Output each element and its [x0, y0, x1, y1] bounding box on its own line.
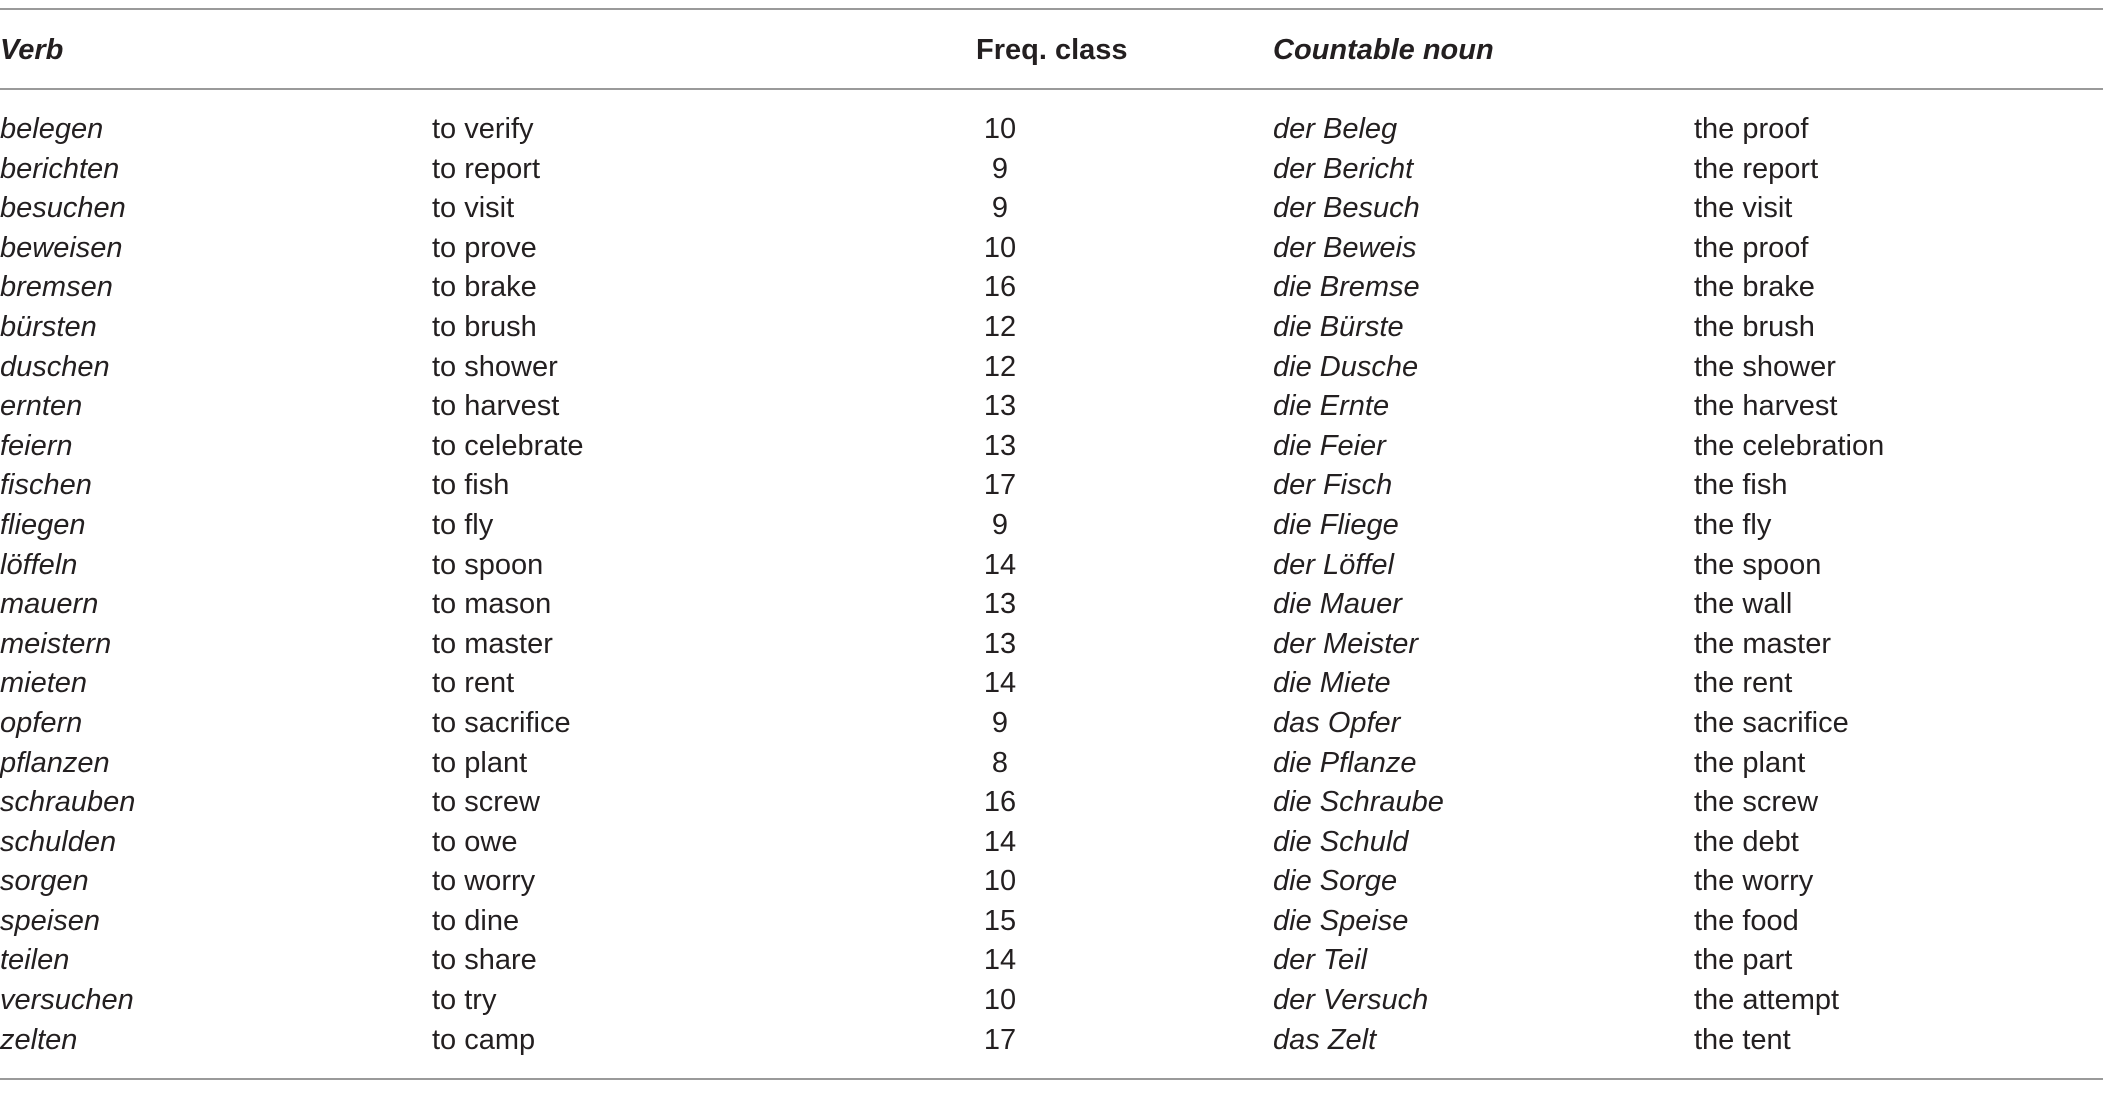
- noun-cell: die Pflanze: [1273, 746, 1417, 779]
- freq-class-cell: 12: [983, 310, 1017, 343]
- noun-cell: der Bericht: [1273, 152, 1414, 185]
- verb-translation-cell: to worry: [432, 865, 536, 898]
- noun-translation-cell: the wall: [1694, 588, 1793, 621]
- freq-class-cell: 8: [991, 746, 1009, 779]
- noun-translation-cell: the screw: [1694, 786, 1819, 819]
- verb-translation-cell: to try: [432, 984, 497, 1017]
- verb-translation-cell: to owe: [432, 825, 518, 858]
- verb-translation-cell: to sacrifice: [432, 706, 571, 739]
- verb-translation-cell: to share: [432, 944, 537, 977]
- verb-translation-cell: to verify: [432, 113, 534, 145]
- table-row: [0, 110, 2103, 150]
- freq-class-cell: 10: [983, 984, 1017, 1017]
- table-row: [0, 308, 2103, 348]
- verb-translation-cell: to fly: [432, 508, 494, 541]
- verb-cell: fliegen: [0, 508, 86, 541]
- freq-class-cell: 13: [983, 627, 1017, 660]
- header-freq-class: Freq. class: [976, 34, 1128, 66]
- noun-translation-cell: the visit: [1694, 192, 1793, 225]
- freq-class-cell: 16: [983, 271, 1017, 304]
- noun-cell: der Besuch: [1273, 192, 1420, 225]
- freq-class-cell: 14: [983, 825, 1017, 858]
- table-row: [0, 585, 2103, 625]
- noun-translation-cell: the brake: [1694, 271, 1815, 304]
- freq-class-cell: 9: [991, 192, 1009, 225]
- noun-translation-cell: the harvest: [1694, 390, 1838, 423]
- noun-cell: die Feier: [1273, 429, 1386, 462]
- verb-translation-cell: to master: [432, 627, 553, 660]
- freq-class-cell: 10: [983, 865, 1017, 898]
- verb-cell: belegen: [0, 113, 104, 145]
- freq-class-cell: 13: [983, 429, 1017, 462]
- table-row: [0, 268, 2103, 308]
- noun-cell: die Miete: [1273, 667, 1391, 700]
- verb-translation-cell: to shower: [432, 350, 558, 383]
- verb-translation-cell: to mason: [432, 588, 552, 621]
- freq-class-cell: 12: [983, 350, 1017, 383]
- noun-translation-cell: the celebration: [1694, 429, 1885, 462]
- table-row: [0, 902, 2103, 942]
- verb-translation-cell: to rent: [432, 667, 515, 700]
- noun-cell: die Mauer: [1273, 588, 1402, 621]
- noun-translation-cell: the spoon: [1694, 548, 1822, 581]
- noun-cell: die Dusche: [1273, 350, 1419, 383]
- table-row: [0, 941, 2103, 981]
- verb-cell: fischen: [0, 469, 92, 502]
- noun-cell: die Schuld: [1273, 825, 1409, 858]
- table-row: [0, 189, 2103, 229]
- noun-translation-cell: the sacrifice: [1694, 706, 1849, 739]
- table-row: [0, 506, 2103, 546]
- noun-cell: die Bremse: [1273, 271, 1420, 304]
- noun-cell: der Versuch: [1273, 984, 1429, 1017]
- verb-cell: mieten: [0, 667, 88, 700]
- table-row: [0, 783, 2103, 823]
- verb-translation-cell: to plant: [432, 746, 528, 779]
- verb-translation-cell: to brush: [432, 310, 537, 343]
- header-countable-noun: Countable noun: [1273, 34, 1494, 66]
- verb-cell: meistern: [0, 627, 112, 660]
- table-row: [0, 427, 2103, 467]
- verb-translation-cell: to brake: [432, 271, 537, 304]
- verb-cell: sorgen: [0, 865, 89, 898]
- verb-cell: bürsten: [0, 310, 97, 343]
- bottom-rule: [0, 1078, 2103, 1080]
- verb-cell: speisen: [0, 904, 100, 937]
- freq-class-cell: 16: [983, 786, 1017, 819]
- verb-translation-cell: to dine: [432, 904, 520, 937]
- noun-cell: der Beweis: [1273, 231, 1417, 264]
- noun-translation-cell: the proof: [1694, 113, 1809, 145]
- verb-cell: feiern: [0, 429, 73, 462]
- verb-translation-cell: to camp: [432, 1023, 536, 1056]
- noun-translation-cell: the shower: [1694, 350, 1836, 383]
- table-row: [0, 150, 2103, 190]
- table-body: [0, 110, 2103, 1060]
- noun-translation-cell: the master: [1694, 627, 1831, 660]
- verb-translation-cell: to prove: [432, 231, 537, 264]
- table-row: [0, 387, 2103, 427]
- noun-translation-cell: the debt: [1694, 825, 1799, 858]
- noun-cell: der Beleg: [1273, 113, 1398, 145]
- table-row: [0, 823, 2103, 863]
- table-row: [0, 981, 2103, 1021]
- noun-translation-cell: the plant: [1694, 746, 1806, 779]
- table-row: [0, 862, 2103, 902]
- noun-cell: die Ernte: [1273, 390, 1390, 423]
- freq-class-cell: 13: [983, 390, 1017, 423]
- verb-cell: duschen: [0, 350, 110, 383]
- noun-cell: die Bürste: [1273, 310, 1404, 343]
- verb-cell: schrauben: [0, 786, 136, 819]
- verb-translation-cell: to fish: [432, 469, 510, 502]
- noun-cell: die Sorge: [1273, 865, 1398, 898]
- noun-translation-cell: the worry: [1694, 865, 1814, 898]
- noun-cell: das Opfer: [1273, 706, 1401, 739]
- table-row: [0, 664, 2103, 704]
- freq-class-cell: 15: [983, 904, 1017, 937]
- freq-class-cell: 10: [983, 113, 1017, 145]
- verb-translation-cell: to spoon: [432, 548, 544, 581]
- table-row: [0, 704, 2103, 744]
- verb-translation-cell: to celebrate: [432, 429, 584, 462]
- verb-cell: mauern: [0, 588, 99, 621]
- verb-cell: teilen: [0, 944, 70, 977]
- freq-class-cell: 14: [983, 548, 1017, 581]
- noun-translation-cell: the fish: [1694, 469, 1788, 502]
- freq-class-cell: 14: [983, 667, 1017, 700]
- noun-translation-cell: the proof: [1694, 231, 1809, 264]
- table-row: [0, 625, 2103, 665]
- noun-translation-cell: the fly: [1694, 508, 1772, 541]
- freq-class-cell: 17: [983, 469, 1017, 502]
- verb-cell: berichten: [0, 152, 120, 185]
- verb-cell: beweisen: [0, 231, 123, 264]
- verb-translation-cell: to harvest: [432, 390, 560, 423]
- noun-cell: das Zelt: [1273, 1023, 1377, 1056]
- table-row: [0, 348, 2103, 388]
- noun-translation-cell: the part: [1694, 944, 1793, 977]
- verb-translation-cell: to screw: [432, 786, 540, 819]
- table-row: [0, 546, 2103, 586]
- verb-cell: ernten: [0, 390, 83, 423]
- noun-translation-cell: the tent: [1694, 1023, 1791, 1056]
- freq-class-cell: 9: [991, 706, 1009, 739]
- freq-class-cell: 9: [991, 508, 1009, 541]
- header-rule: [0, 88, 2103, 90]
- freq-class-cell: 14: [983, 944, 1017, 977]
- noun-cell: der Löffel: [1273, 548, 1394, 581]
- noun-cell: der Meister: [1273, 627, 1419, 660]
- noun-translation-cell: the food: [1694, 904, 1799, 937]
- table-row: [0, 466, 2103, 506]
- noun-cell: die Schraube: [1273, 786, 1444, 819]
- verb-cell: löffeln: [0, 548, 78, 581]
- noun-translation-cell: the attempt: [1694, 984, 1840, 1017]
- table-row: [0, 1021, 2103, 1061]
- freq-class-cell: 13: [983, 588, 1017, 621]
- verb-cell: besuchen: [0, 192, 126, 225]
- top-rule: [0, 8, 2103, 10]
- verb-cell: bremsen: [0, 271, 113, 304]
- table-row: [0, 229, 2103, 269]
- freq-class-cell: 9: [991, 152, 1009, 185]
- noun-cell: der Fisch: [1273, 469, 1393, 502]
- verb-translation-cell: to visit: [432, 192, 515, 225]
- verb-translation-cell: to report: [432, 152, 540, 185]
- noun-cell: die Speise: [1273, 904, 1409, 937]
- table-row: [0, 744, 2103, 784]
- verb-cell: versuchen: [0, 984, 134, 1017]
- header-verb: Verb: [0, 34, 64, 66]
- noun-cell: der Teil: [1273, 944, 1368, 977]
- freq-class-cell: 10: [983, 231, 1017, 264]
- freq-class-cell: 17: [983, 1023, 1017, 1056]
- verb-cell: pflanzen: [0, 746, 110, 779]
- verb-cell: zelten: [0, 1023, 78, 1056]
- verb-cell: opfern: [0, 706, 83, 739]
- noun-translation-cell: the report: [1694, 152, 1819, 185]
- verb-cell: schulden: [0, 825, 117, 858]
- noun-cell: die Fliege: [1273, 508, 1399, 541]
- noun-translation-cell: the brush: [1694, 310, 1815, 343]
- noun-translation-cell: the rent: [1694, 667, 1793, 700]
